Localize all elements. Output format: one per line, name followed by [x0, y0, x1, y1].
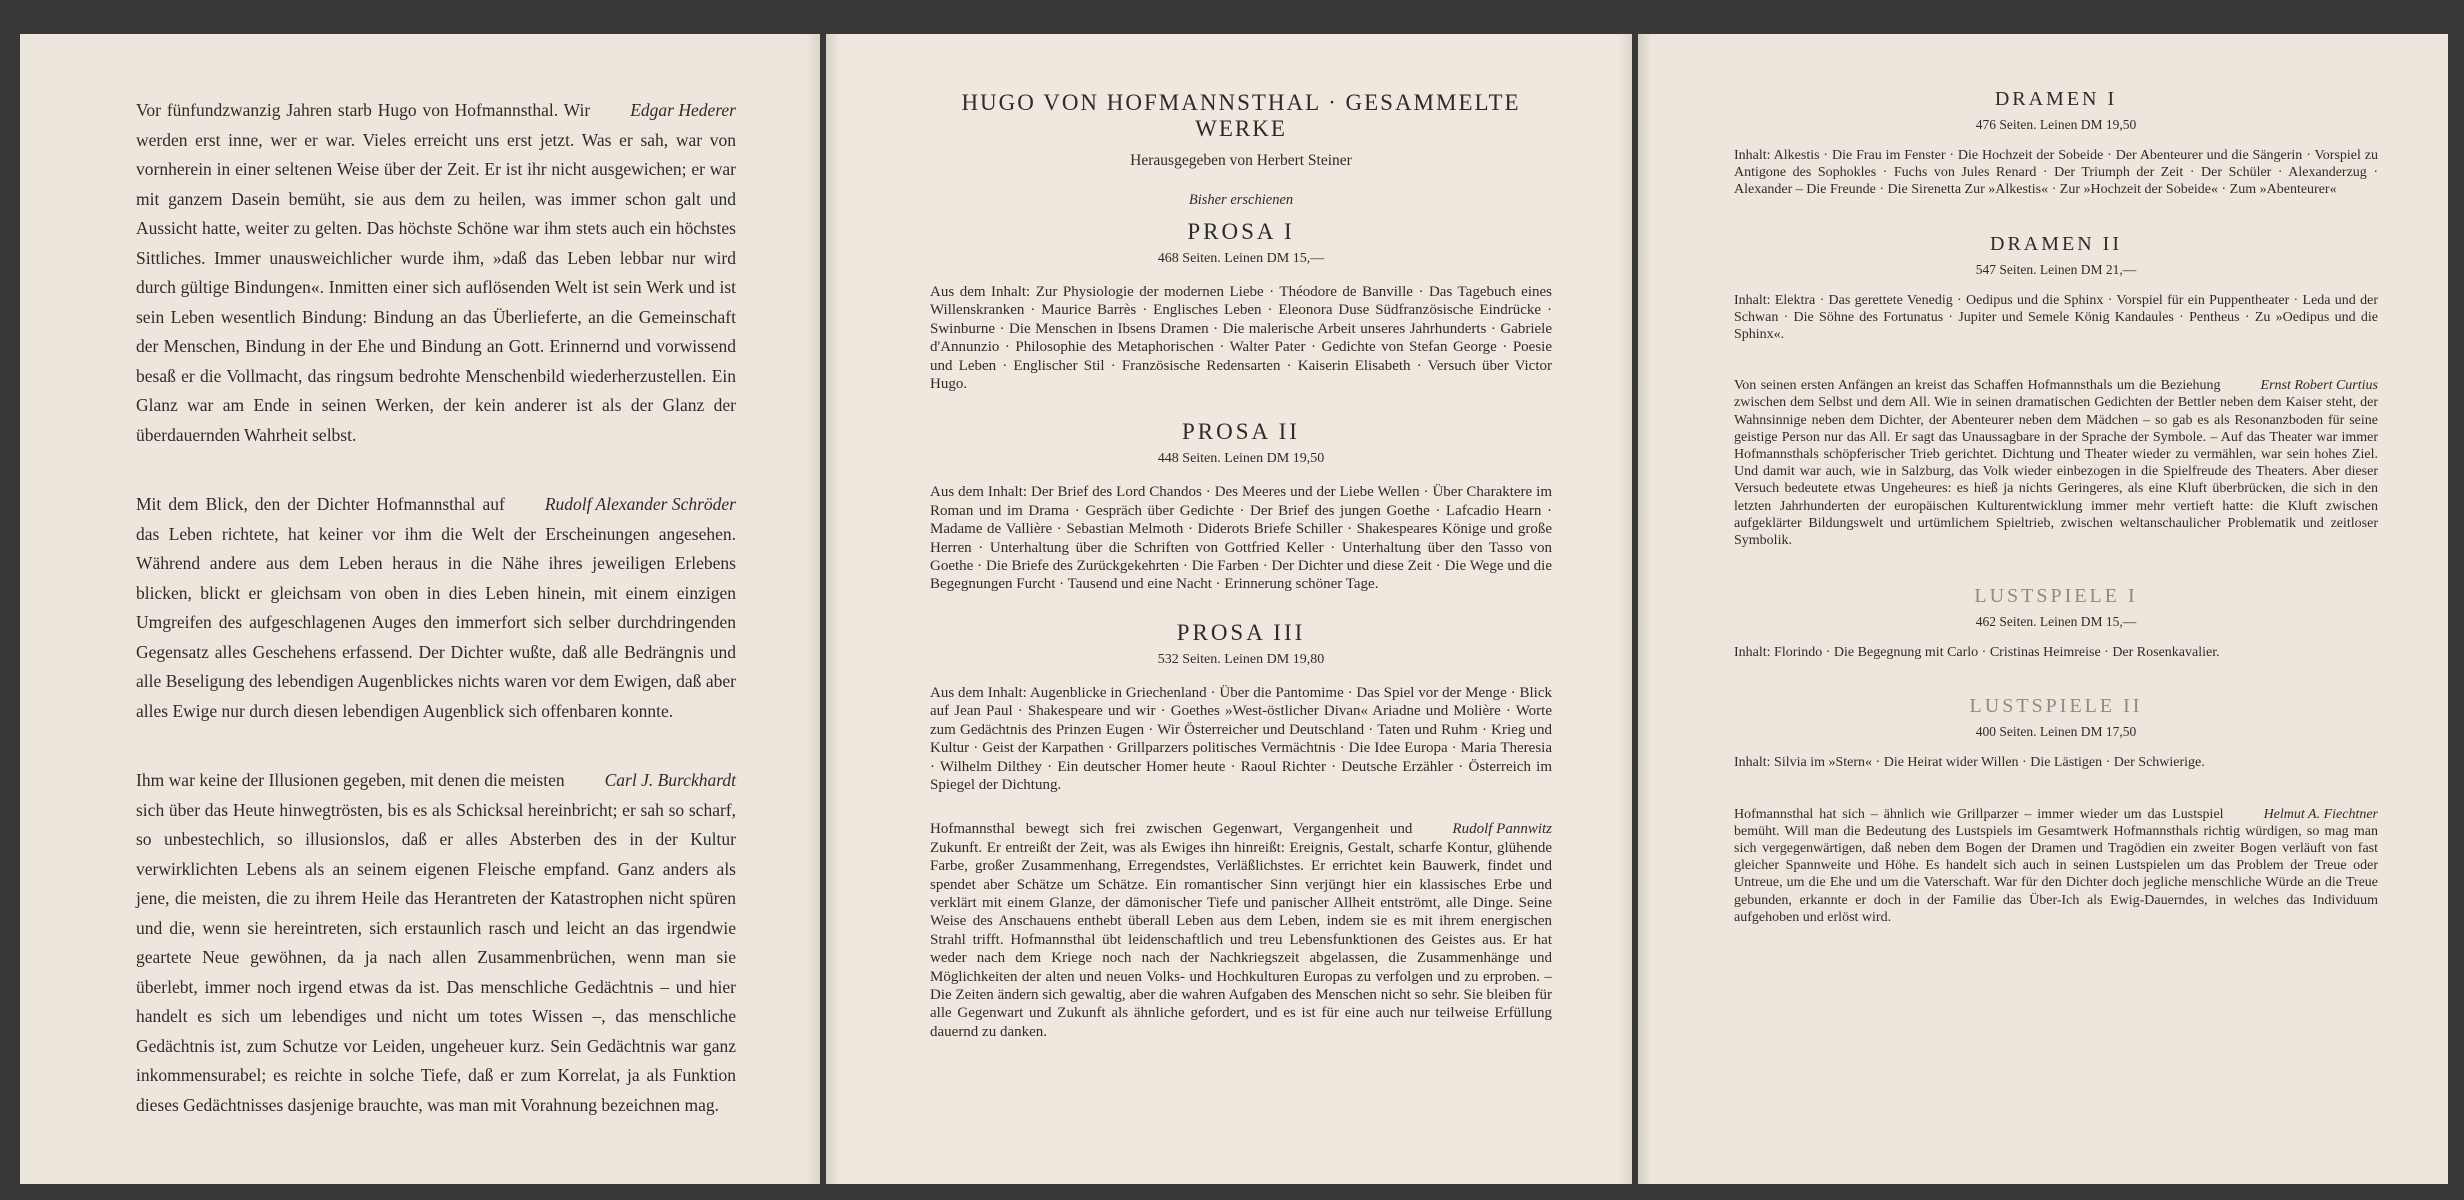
- essay-text: Rudolf Pannwitz Hofmannsthal bewegt sich frei zwischen Gegenwart, Vergangenheit und Zukunft. Er entreißt der Zeit, was als Ewiges ihn hinreißt: Ereignis, Gestalt, scharfe Kontur, glühende Farbe, großer Zusammenhang, Erregendstes, Verläßlichstes. Er errichtet kein Bauwerk, findet und spendet aber Schätze um Schätze. Ein romantischer Sinn verjüngt hier ein klassisches Erbe und verklärt mit einem Glanze, der dämonischer Tiefe und panischer Allheit entströmt, alle Dinge. Seine Weise des Anschauens enthebt überall Leben aus dem Leben, indem sie es mit ihrem energischen Strahl trifft. Hofmannsthal übt leidenschaftlich und treu Lebensfunktionen des Geistes aus. Er hat weder nach dem Kriege noch nach der Nachkriegszeit abgelassen, die Zusammenhänge und Möglichkeiten der alten und neuen Volks- und Hochkulturen Europas zu verfolgen und zu erproben. – Die Zeiten ändern sich gewaltig, aber die wahren Aufgaben des Menschen nicht so sehr. Sie bleiben für alle Gegenwart und Zukunft als ähnliche gefordert, und es ist für eine auch nur teilweise Erfüllung dauernd zu danken.: [930, 821, 1552, 1040]
- volume-title: PROSA I: [1187, 219, 1295, 244]
- volume-meta: 532 Seiten. Leinen DM 19,80: [1157, 651, 1325, 667]
- volume-dramen-2: [1734, 233, 2378, 344]
- essay-fiechtner: [1734, 806, 2378, 926]
- essay-burckhardt: [136, 766, 736, 1120]
- essay-author: Rudolf Alexander Schröder: [544, 494, 736, 514]
- volume-contents: Aus dem Inhalt: Zur Physiologie der modernen Liebe · Théodore de Banville · Das Tagebuch eines Willenskranken · Maurice Barrès · Englisches Leben · Eleonora Duse Südfranzösische Eindrücke · Swinburne · Die Menschen in Ibsens Dramen · Die malerische Arbeit unseres Jahrhunderts · Gabriele d'Annunzio · Philosophie des Metaphorischen · Walter Pater · Gedichte von Stefan George · Poesie und Leben · Englischer Stil · Französische Redensarten · Kaiserin Elisabeth · Versuch über Victor Hugo.: [930, 284, 1552, 393]
- volume-meta: 468 Seiten. Leinen DM 15,—: [1157, 251, 1325, 266]
- essay-curtius: [1734, 377, 2378, 549]
- volume-meta: 448 Seiten. Leinen DM 19,50: [1157, 451, 1325, 467]
- essay-author: Helmut A. Fiechtner: [2263, 806, 2378, 822]
- page-title: HUGO VON HOFMANNSTHAL · GESAMMELTE WERKE: [961, 90, 1521, 141]
- page-fold: [826, 34, 840, 1184]
- essay-author: Ernst Robert Curtius: [2260, 378, 2378, 394]
- volume-contents: Inhalt: Alkestis · Die Frau im Fenster · Die Hochzeit der Sobeide · Der Abenteurer und die Sängerin · Vorspiel zu Antigone des Sophokles · Fuchs von Jules Renard · Der Triumph der Zeit · Der Schüler · Alexanderzug · Alexander – Die Freunde · Die Sirenetta Zur »Alkestis« · Zur »Hochzeit der Sobeide« · Zum »Abenteurer«: [1734, 148, 2378, 198]
- volume-dramen-1: [1734, 88, 2378, 199]
- left-page: [20, 34, 820, 1184]
- volume-prosa-2: [930, 419, 1552, 593]
- essay-text: Helmut A. Fiechtner Hofmannsthal hat sich – ähnlich wie Grillparzer – immer wieder um das Lustspiel bemüht. Will man die Bedeutung des Lustspiels im Gesamtwerk Hofmannsthals richtig würdigen, so mag man sich vergegenwärtigen, daß neben dem Bogen der Dramen und Tragödien ein zweiter Bogen verläuft von fast gleicher Spannweite und Höhe. Es handelt sich auch in seinen Lustspielen um das Problem der Treue oder Untreue, um die Ehe und um die Vaterschaft. War für den Dichter doch jegliche menschliche Würde an die Treue gebunden, erkannte er doch in der Familie das Über-Ich als Ewig-Dauerndes, in welches das Individuum aufgehoben und erlöst wird.: [1734, 806, 2378, 925]
- essay-author: Rudolf Pannwitz: [1452, 821, 1552, 838]
- volume-prosa-3: [930, 620, 1552, 794]
- volume-prosa-1: [930, 219, 1552, 393]
- essay-hederer: [136, 96, 736, 450]
- volume-contents: Inhalt: Elektra · Das gerettete Venedig · Oedipus und die Sphinx · Vorspiel für ein Puppentheater · Leda und der Schwan · Die Söhne des Fortunatus · Jupiter und Semele König Kandaules · Pentheus · Zu »Oedipus und die Sphinx«.: [1734, 292, 2378, 343]
- volume-meta: 400 Seiten. Leinen DM 17,50: [1975, 724, 2137, 740]
- essay-text: Rudolf Alexander Schröder Mit dem Blick, den der Dichter Hofmannsthal auf das Leben richtete, hat keiner vor ihm die Welt der Erscheinungen angesehen. Während andere aus dem Leben heraus in die Nähe ihres jeweiligen Erlebens blicken, blickt er gleichsam von oben in dies Leben hinein, mit einem einzigen Umgreifen des aufgeschlagenen Auges den immerfort sich selber durchdringenden Gegensatz alles Geschehens erfassend. Der Dichter wußte, daß alle Bedrängnis und alle Beseligung des lebendigen Augenblickes nichts waren vor dem Ewigen, daß aber alles Ewige nur durch diesen lebendigen Augenblick sich offenbaren konnte.: [136, 490, 736, 726]
- volume-title: LUSTSPIELE II: [1969, 695, 2143, 718]
- volume-lustspiele-2: [1734, 695, 2378, 771]
- volume-meta: 547 Seiten. Leinen DM 21,—: [1975, 261, 2137, 277]
- volume-meta: 462 Seiten. Leinen DM 15,—: [1975, 614, 2137, 630]
- essay-author: Edgar Hederer: [630, 100, 736, 120]
- volume-lustspiele-1: [1734, 585, 2378, 661]
- essay-text: Carl J. Burckhardt Ihm war keine der Illusionen gegeben, mit denen die meisten sich über das Heute hinwegtrösten, bis es als Schicksal hereinbricht; er sah so scharf, so unbestechlich, so illusionslos, daß er alles Absterben des in der Kultur verwirklichten Lebens als an seinem eigenen Fleische empfand. Ganz anders als jene, die meisten, die zu ihrem Heile das Herantreten der Katastrophen nicht spüren und die, wenn sie hereintreten, sich erstaunlich rasch und leicht an das irgendwie geartete Neue gewöhnen, da ja nach allen Zusammenbrüchen, wenn man sie überlebt, immer noch irgend etwas da ist. Das menschliche Gedächtnis – und hier handelt es sich um lebendiges und nicht um totes Wissen –, das menschliche Gedächtnis ist, zum Schutze vor Leiden, ungeheuer kurz. Sein Gedächtnis war ganz inkommensurabel; es reichte in solche Tiefe, daß er zum Korrelat, ja als Funktion dieses Gedächtnisses dasjenige brauchte, was man mit Vorahnung bezeichnen mag.: [136, 766, 736, 1120]
- page-fold: [1638, 34, 1652, 1184]
- volume-title: DRAMEN I: [1994, 88, 2118, 110]
- editor-line: Herausgegeben von Herbert Steiner: [1130, 152, 1352, 169]
- volume-contents: Inhalt: Florindo · Die Begegnung mit Carlo · Cristinas Heimreise · Der Rosenkavalier.: [1734, 645, 2220, 661]
- volume-title: DRAMEN II: [1990, 232, 2122, 255]
- essay-schroeder: [136, 490, 736, 726]
- section-label: Bisher erschienen: [1188, 192, 1294, 208]
- essay-text: Edgar Hederer Vor fünfundzwanzig Jahren starb Hugo von Hofmannsthal. Wir werden erst inne, wer er war. Vieles erreicht uns erst jetzt. Was er sah, war von vornherein in einer seltenen Weise über der Zeit. Er ist ihr nicht ausgewichen; er war mit ganzem Dasein bemüht, sie aus dem zu heilen, was immer schon galt und Aussicht hatte, weiter zu gelten. Das höchste Schöne war ihm stets auch ein höchstes Sittliches. Immer unausweichlicher wurde ihm, »daß das Leben lebbar nur wird durch gültige Bindungen«. Inmitten einer sich auflösenden Welt ist sein Werk und ist sein Leben wesentlich Bindung: Bindung an das Überlieferte, an die Gemeinschaft der Menschen, Bindung in der Ehe und Bindung an Gott. Erinnernd und vorwissend besaß er die Vollmacht, das ringsum bedrohte Menschenbild wiederherzustellen. Ein Glanz war am Ende in seinen Werken, der kein anderer ist als der Glanz der überdauernden Wahrheit selbst.: [136, 96, 736, 450]
- volume-title: PROSA II: [1182, 419, 1300, 445]
- volume-contents: Aus dem Inhalt: Augenblicke in Griechenland · Über die Pantomime · Das Spiel vor der Menge · Blick auf Jean Paul · Shakespeare und wir · Goethes »West-östlicher Divan« Ariadne und Molière · Worte zum Gedächtnis des Prinzen Eugen · Wir Österreicher und Deutschland · Taten und Ruhm · Krieg und Kultur · Geist der Karpathen · Grillparzers politisches Vermächtnis · Die Idee Europa · Maria Theresia · Wilhelm Dilthey · Ein deutscher Homer heute · Raoul Richter · Deutsche Erzähler · Österreich im Spiegel der Dichtung.: [930, 684, 1552, 793]
- essay-author: Carl J. Burckhardt: [604, 770, 736, 790]
- right-page: [1638, 34, 2448, 1184]
- volume-title: LUSTSPIELE I: [1974, 585, 2138, 608]
- volume-meta: 476 Seiten. Leinen DM 19,50: [1975, 117, 2137, 132]
- page-fold: [806, 34, 820, 1184]
- page-fold: [1618, 34, 1632, 1184]
- volume-contents: Inhalt: Silvia im »Stern« · Die Heirat wider Willen · Die Lästigen · Der Schwierige.: [1734, 755, 2205, 771]
- essay-pannwitz: [930, 820, 1552, 1041]
- volume-title: PROSA III: [1176, 619, 1306, 645]
- middle-page: [826, 34, 1632, 1184]
- volume-contents: Aus dem Inhalt: Der Brief des Lord Chandos · Des Meeres und der Liebe Wellen · Über Charaktere im Roman und im Drama · Gespräch über Gedichte · Der Brief des jungen Goethe · Lafcadio Hearn · Madame de Vallière · Sebastian Melmoth · Diderots Briefe Schiller · Shakespeares Könige und große Herren · Unterhaltung über die Schriften von Gottfried Keller · Unterhaltung über den Tasso von Goethe · Die Briefe des Zurückgekehrten · Die Farben · Der Dichter und diese Zeit · Die Wege und die Begegnungen Furcht · Tausend und eine Nacht · Erinnerung schöner Tage.: [930, 484, 1552, 593]
- essay-text: Ernst Robert Curtius Von seinen ersten Anfängen an kreist das Schaffen Hofmannsthals um die Beziehung zwischen dem Selbst und dem All. Wie in seinen dramatischen Gedichten der Bettler neben dem Kaiser steht, der Wahnsinnige neben dem Dichter, der Abenteurer neben dem Mädchen – so gab es als Resonanzboden für seine geistige Person nur das All. Er sagt das Unaussagbare in der Sprache der Symbole. – Auf das Theater war immer Hofmannsthals schöpferischer Trieb gerichtet. Dichtung und Theater wieder zu vermählen, war sein hohes Ziel. Und damit war auch, wie in Salzburg, das Volk wieder einbezogen in die Spielfreude des Theaters. Aber dieser Versuch bedeutete etwas Ungeheures: es hieß ja nichts Geringeres, als eine Kluft überbrücken, die sich in den letzten Jahrhunderten der europäischen Kulturentwicklung immer mehr vertieft hatte: die Kluft zwischen aufgeklärter Bildungswelt und urtümlichem Spieltrieb, zwischen weltanschaulicher Problematik und zeitloser Symbolik.: [1734, 378, 2378, 549]
